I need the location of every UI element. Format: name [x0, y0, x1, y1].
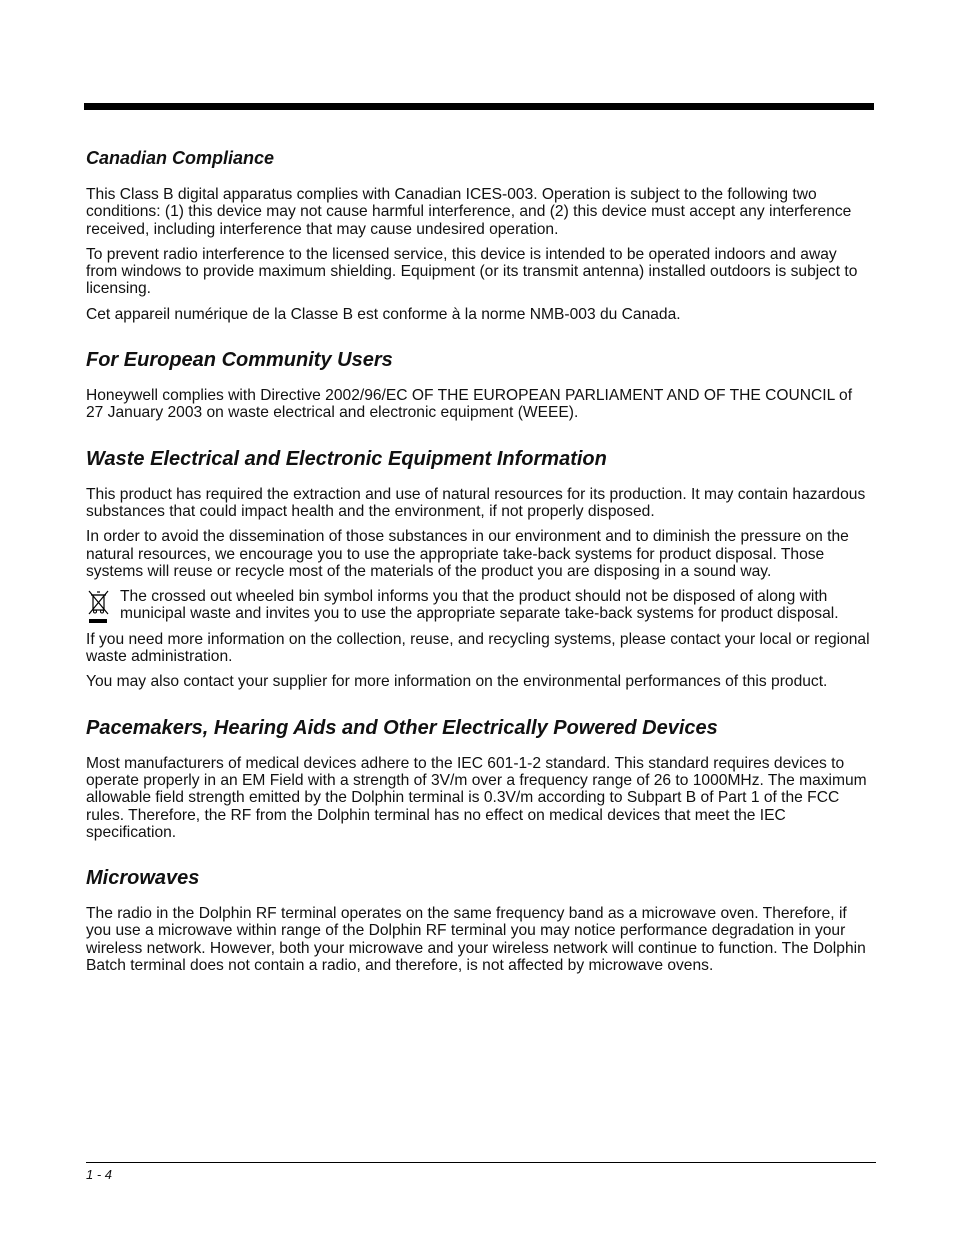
- paragraph: Most manufacturers of medical devices adhere to the IEC 601-1-2 standard. This standard requires devices to operate properly in an EM Field with a strength of 3V/m over a frequency range of 26 to 1000MHz. The maximum allowable field strength emitted by the Dolphin terminal is 0.3V/m according to Subpart B of Part 1 of the FCC rules. Therefore, the RF from the Dolphin terminal has no effect on medical devices that meet the IEC specification.: [86, 754, 867, 841]
- paragraph: If you need more information on the collection, reuse, and recycling systems, please contact your local or regional waste administration.: [86, 630, 870, 666]
- paragraph: This Class B digital apparatus complies with Canadian ICES-003. Operation is subject to the following two conditions: (1) this device may not cause harmful interference, and (2) this device must accept any interference received, including interference that may cause undesired operation.: [86, 186, 852, 238]
- weee-note: [86, 588, 870, 623]
- section-weee: [86, 448, 870, 691]
- section-heading: Waste Electrical and Electronic Equipment Information: [86, 447, 607, 470]
- section-heading: For European Community Users: [86, 349, 393, 372]
- section-heading: Microwaves: [86, 867, 200, 890]
- paragraph: In order to avoid the dissemination of those substances in our environment and to diminish the pressure on the natural resources, we encourage you to use the appropriate take-back systems for product disposal. Those systems will reuse or recycle most of the materials of the product you are disposing in a sound way.: [86, 528, 849, 580]
- page-content: [86, 148, 870, 974]
- section-heading: Canadian Compliance: [86, 148, 275, 168]
- section-heading: Pacemakers, Hearing Aids and Other Electrically Powered Devices: [86, 716, 718, 739]
- paragraph: The radio in the Dolphin RF terminal operates on the same frequency band as a microwave oven. Therefore, if you use a microwave within range of the Dolphin RF terminal you may notice performance degradation in your wireless network. However, both your microwave and your wireless network will continue to function. The Dolphin Batch terminal does not contain a radio, and therefore, is not affected by microwave ovens.: [86, 905, 866, 975]
- paragraph: Honeywell complies with Directive 2002/96/EC OF THE EUROPEAN PARLIAMENT AND OF THE COUNCIL of 27 January 2003 on waste electrical and electronic equipment (WEEE).: [86, 387, 853, 422]
- page-number: 1 - 4: [86, 1167, 113, 1182]
- weee-note-text: The crossed out wheeled bin symbol informs you that the product should not be disposed of along with municipal waste and invites you to use the appropriate separate take-back systems for product disposal.: [120, 588, 839, 623]
- section-canadian-compliance: [86, 148, 870, 323]
- crossed-out-wheeled-bin-icon: [86, 588, 120, 623]
- header-rule: [84, 103, 874, 110]
- section-microwaves: [86, 867, 870, 974]
- paragraph: To prevent radio interference to the licensed service, this device is intended to be operated indoors and away from windows to provide maximum shielding. Equipment (or its transmit antenna) installed outdoors is subject to licensing.: [86, 245, 858, 298]
- section-pacemakers: [86, 717, 870, 841]
- section-european-community: [86, 349, 870, 422]
- paragraph: Cet appareil numérique de la Classe B est conforme à la norme NMB-003 du Canada.: [86, 305, 681, 323]
- paragraph: This product has required the extraction and use of natural resources for its production. It may contain hazardous substances that could impact health and the environment, if not properly disposed.: [86, 485, 866, 520]
- paragraph: You may also contact your supplier for more information on the environmental performances of this product.: [86, 673, 828, 691]
- footer-rule: [86, 1162, 876, 1163]
